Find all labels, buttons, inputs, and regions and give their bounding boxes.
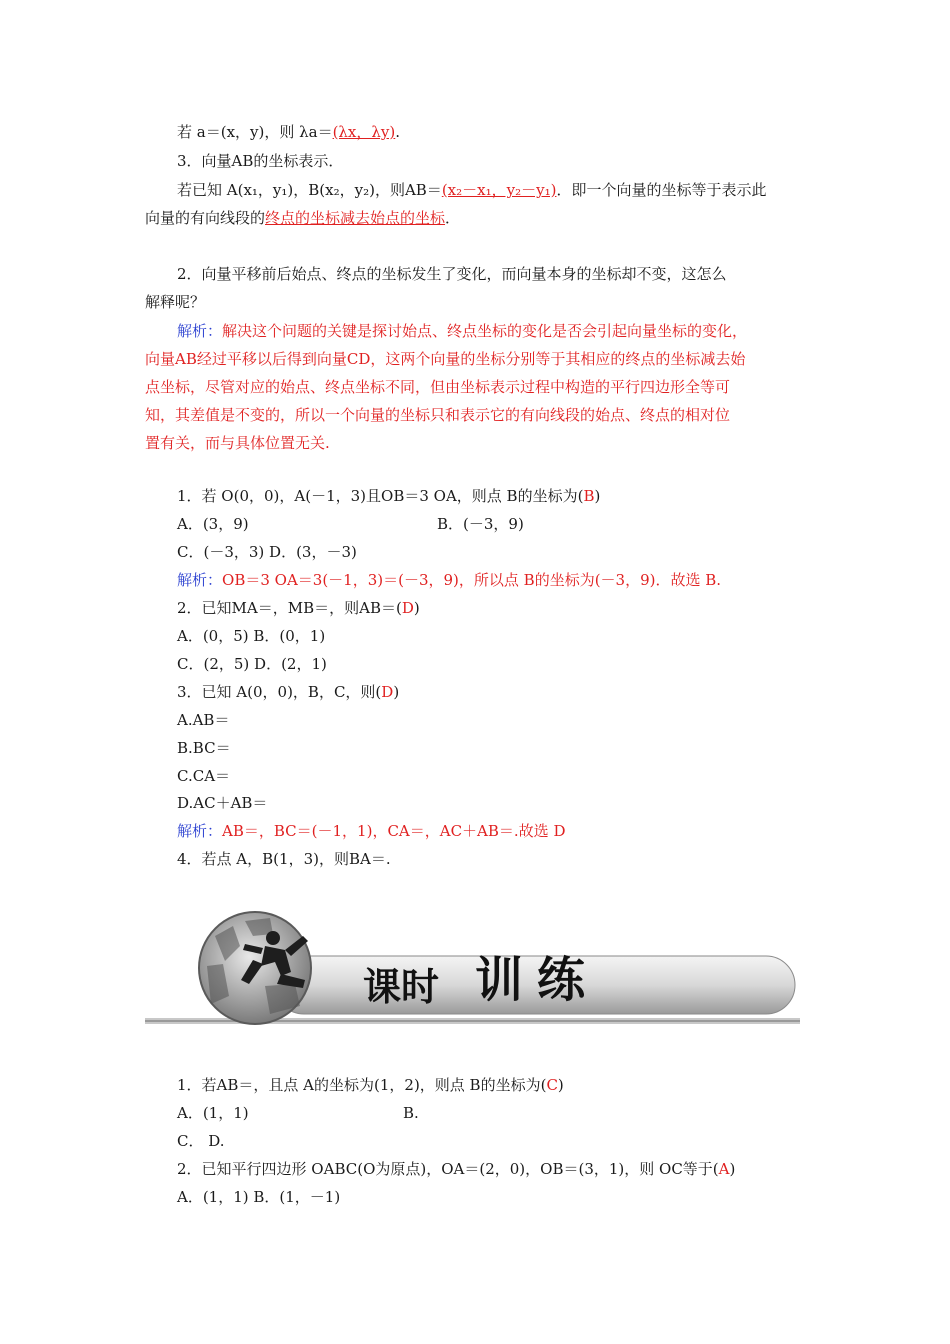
practice-2-options-cd: C．(2，5) D．(2，1) [177, 655, 327, 673]
text: ) [557, 1076, 564, 1094]
banner-graphic [145, 906, 800, 1031]
text: ) [729, 1160, 736, 1178]
text: 若 a＝(x，y)，则 λa＝ [177, 123, 333, 141]
explanation-label: 解析： [177, 322, 223, 340]
practice-3-option-c: C.CA＝ [177, 767, 231, 785]
practice-3-option-a: A.AB＝ [177, 711, 230, 729]
banner-title-2: 训练 [475, 952, 600, 1008]
question-2-line-1: 2．向量平移前后始点、终点的坐标发生了变化，而向量本身的坐标却不变，这怎么 [177, 265, 727, 283]
explanation-line-2: 向量AB经过平移以后得到向量CD，这两个向量的坐标分别等于其相应的终点的坐标减去始 [145, 350, 746, 368]
practice-1-solution [177, 570, 721, 590]
practice-2-stem [177, 598, 420, 618]
text: 若已知 A(x₁，y₁)，B(x₂，y₂)，则AB＝ [177, 181, 442, 199]
answer-blank: (x₂－x₁，y₂－y₁) [441, 181, 557, 199]
line-lambda-a [177, 122, 400, 142]
practice-4-stem: 4．若点 A，B(1，3)，则BA＝. [177, 850, 391, 868]
practice-3-option-b: B.BC＝ [177, 739, 231, 757]
exercise-1-stem [177, 1075, 564, 1095]
practice-1-stem [177, 486, 600, 506]
line-ab-coordinate [177, 180, 766, 200]
answer-choice: A [718, 1160, 730, 1178]
answer-choice: D [401, 599, 414, 617]
text: 1．若 O(0，0)，A(－1，3)且OB＝3 OA，则点 B的坐标为( [177, 487, 584, 505]
solution-text: AB＝，BC＝(－1，1)，CA＝，AC＋AB＝.故选 D [222, 822, 566, 840]
explanation-line-3: 点坐标，尽管对应的始点、终点坐标不同，但由坐标表示过程中构造的平行四边形全等可 [145, 378, 731, 396]
answer-blank: 终点的坐标减去始点的坐标 [265, 209, 446, 227]
exercise-1-option-a: A．(1，1) [177, 1104, 249, 1122]
explanation-text: 解决这个问题的关键是探讨始点、终点坐标的变化是否会引起向量坐标的变化， [222, 322, 748, 340]
text: . [395, 123, 401, 141]
exercise-1-options-cd: C． D. [177, 1132, 225, 1150]
text: ) [413, 599, 420, 617]
line-directed-segment [145, 208, 460, 228]
text: 向量的有向线段的 [145, 209, 266, 227]
explanation-line-4: 知，其差值是不变的，所以一个向量的坐标只和表示它的有向线段的始点、终点的相对位 [145, 406, 731, 424]
question-2-line-2: 解释呢？ [145, 293, 206, 311]
exercise-1-option-b: B. [403, 1104, 419, 1122]
practice-3-stem [177, 682, 399, 702]
answer-choice: B [583, 487, 595, 505]
text: ) [393, 683, 400, 701]
practice-1-option-b: B．(－3，9) [437, 515, 524, 533]
practice-2-options-ab: A．(0，5) B．(0，1) [177, 627, 326, 645]
lesson-training-banner [145, 906, 800, 1031]
practice-1-option-a: A．(3，9) [177, 515, 249, 533]
practice-1-options-cd: C．(－3，3) D．(3，－3) [177, 543, 357, 561]
solution-label: 解析： [177, 571, 223, 589]
explanation-line-1 [177, 321, 747, 341]
practice-3-option-d: D.AC＋AB＝ [177, 794, 268, 812]
explanation-line-5: 置有关，而与具体位置无关. [145, 434, 330, 452]
banner-title-1: 课时 [363, 964, 440, 1009]
solution-text: OB＝3 OA＝3(－1，3)＝(－3，9)，所以点 B的坐标为(－3，9)．故选 B. [222, 571, 722, 589]
answer-blank: (λx，λy) [332, 123, 396, 141]
text: ． [445, 209, 461, 227]
solution-label: 解析： [177, 822, 223, 840]
text: 1．若AB＝，且点 A的坐标为(1，2)，则点 B的坐标为( [177, 1076, 547, 1094]
text: 2．已知平行四边形 OABC(O为原点)，OA＝(2，0)，OB＝(3，1)，则 OC等于( [177, 1160, 719, 1178]
answer-choice: C [546, 1076, 558, 1094]
text: 3．已知 A(0，0)，B，C，则( [177, 683, 382, 701]
exercise-2-stem [177, 1159, 735, 1179]
exercise-2-options-ab: A．(1，1) B．(1，－1) [177, 1188, 341, 1206]
text: ．即一个向量的坐标等于表示此 [556, 181, 767, 199]
practice-3-solution [177, 821, 565, 841]
heading-vector-coordinate: 3．向量AB的坐标表示． [177, 152, 344, 170]
answer-choice: D [381, 683, 394, 701]
text: 2．已知MA＝，MB＝，则AB＝( [177, 599, 402, 617]
text: ) [594, 487, 601, 505]
